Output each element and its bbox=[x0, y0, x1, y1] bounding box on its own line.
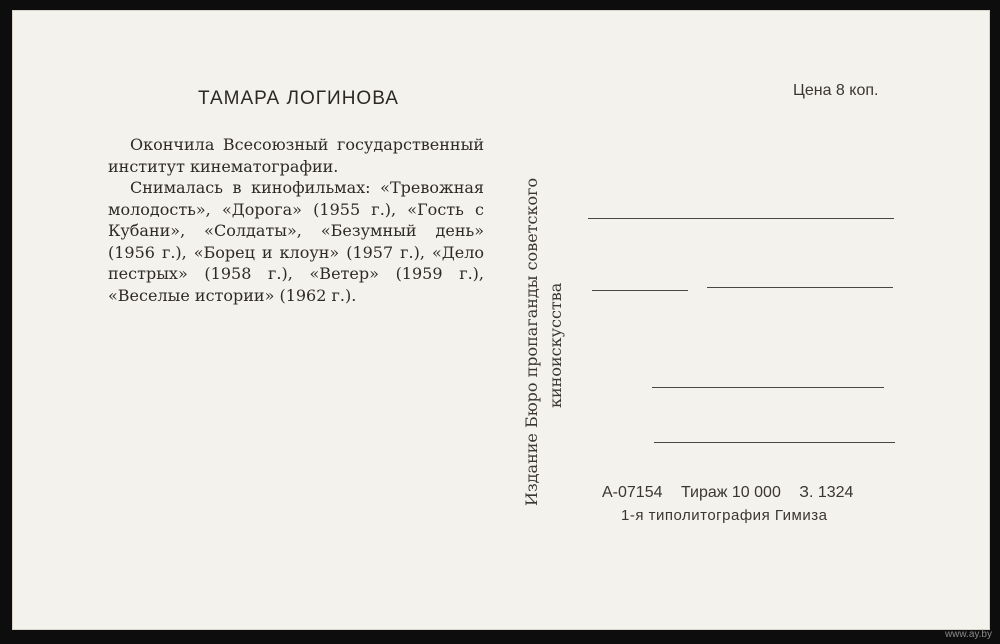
publisher-line-2: киноискусства bbox=[546, 282, 565, 408]
imprint-order: З. 1324 bbox=[799, 484, 854, 501]
imprint-code: А-07154 bbox=[602, 484, 663, 501]
publisher-vertical-text bbox=[520, 106, 572, 506]
bio-education: Окончила Всесоюзный государственный институт кинематографии. bbox=[108, 135, 484, 176]
address-line-4 bbox=[654, 442, 895, 443]
address-line-1 bbox=[588, 218, 894, 219]
price-label: Цена 8 коп. bbox=[793, 82, 879, 99]
bio-filmography: Снималась в кинофильмах: «Тревожная молодость», «Дорога» (1955 г.), «Гость с Кубани», «Солдаты», «Безумный день» (1956 г.), «Борец и клоун» (1957 г.), «Дело пестрых» (1958 г.), «Ветер» (1959 г.), «Веселые истории» (1962 г.). bbox=[108, 178, 484, 305]
site-watermark: www.ay.by bbox=[944, 629, 992, 640]
address-line-2a bbox=[592, 290, 688, 291]
printer-name: 1-я типолитография Гимиза bbox=[621, 507, 828, 524]
biography-text bbox=[108, 134, 484, 306]
address-line-3 bbox=[652, 387, 884, 388]
imprint-line bbox=[602, 484, 867, 502]
publisher-line-1: Издание Бюро пропаганды советского bbox=[522, 177, 541, 506]
postcard-back bbox=[12, 10, 990, 630]
address-line-2b bbox=[707, 287, 893, 288]
actress-name-heading: ТАМАРА ЛОГИНОВА bbox=[198, 88, 399, 109]
imprint-run: Тираж 10 000 bbox=[680, 484, 781, 501]
